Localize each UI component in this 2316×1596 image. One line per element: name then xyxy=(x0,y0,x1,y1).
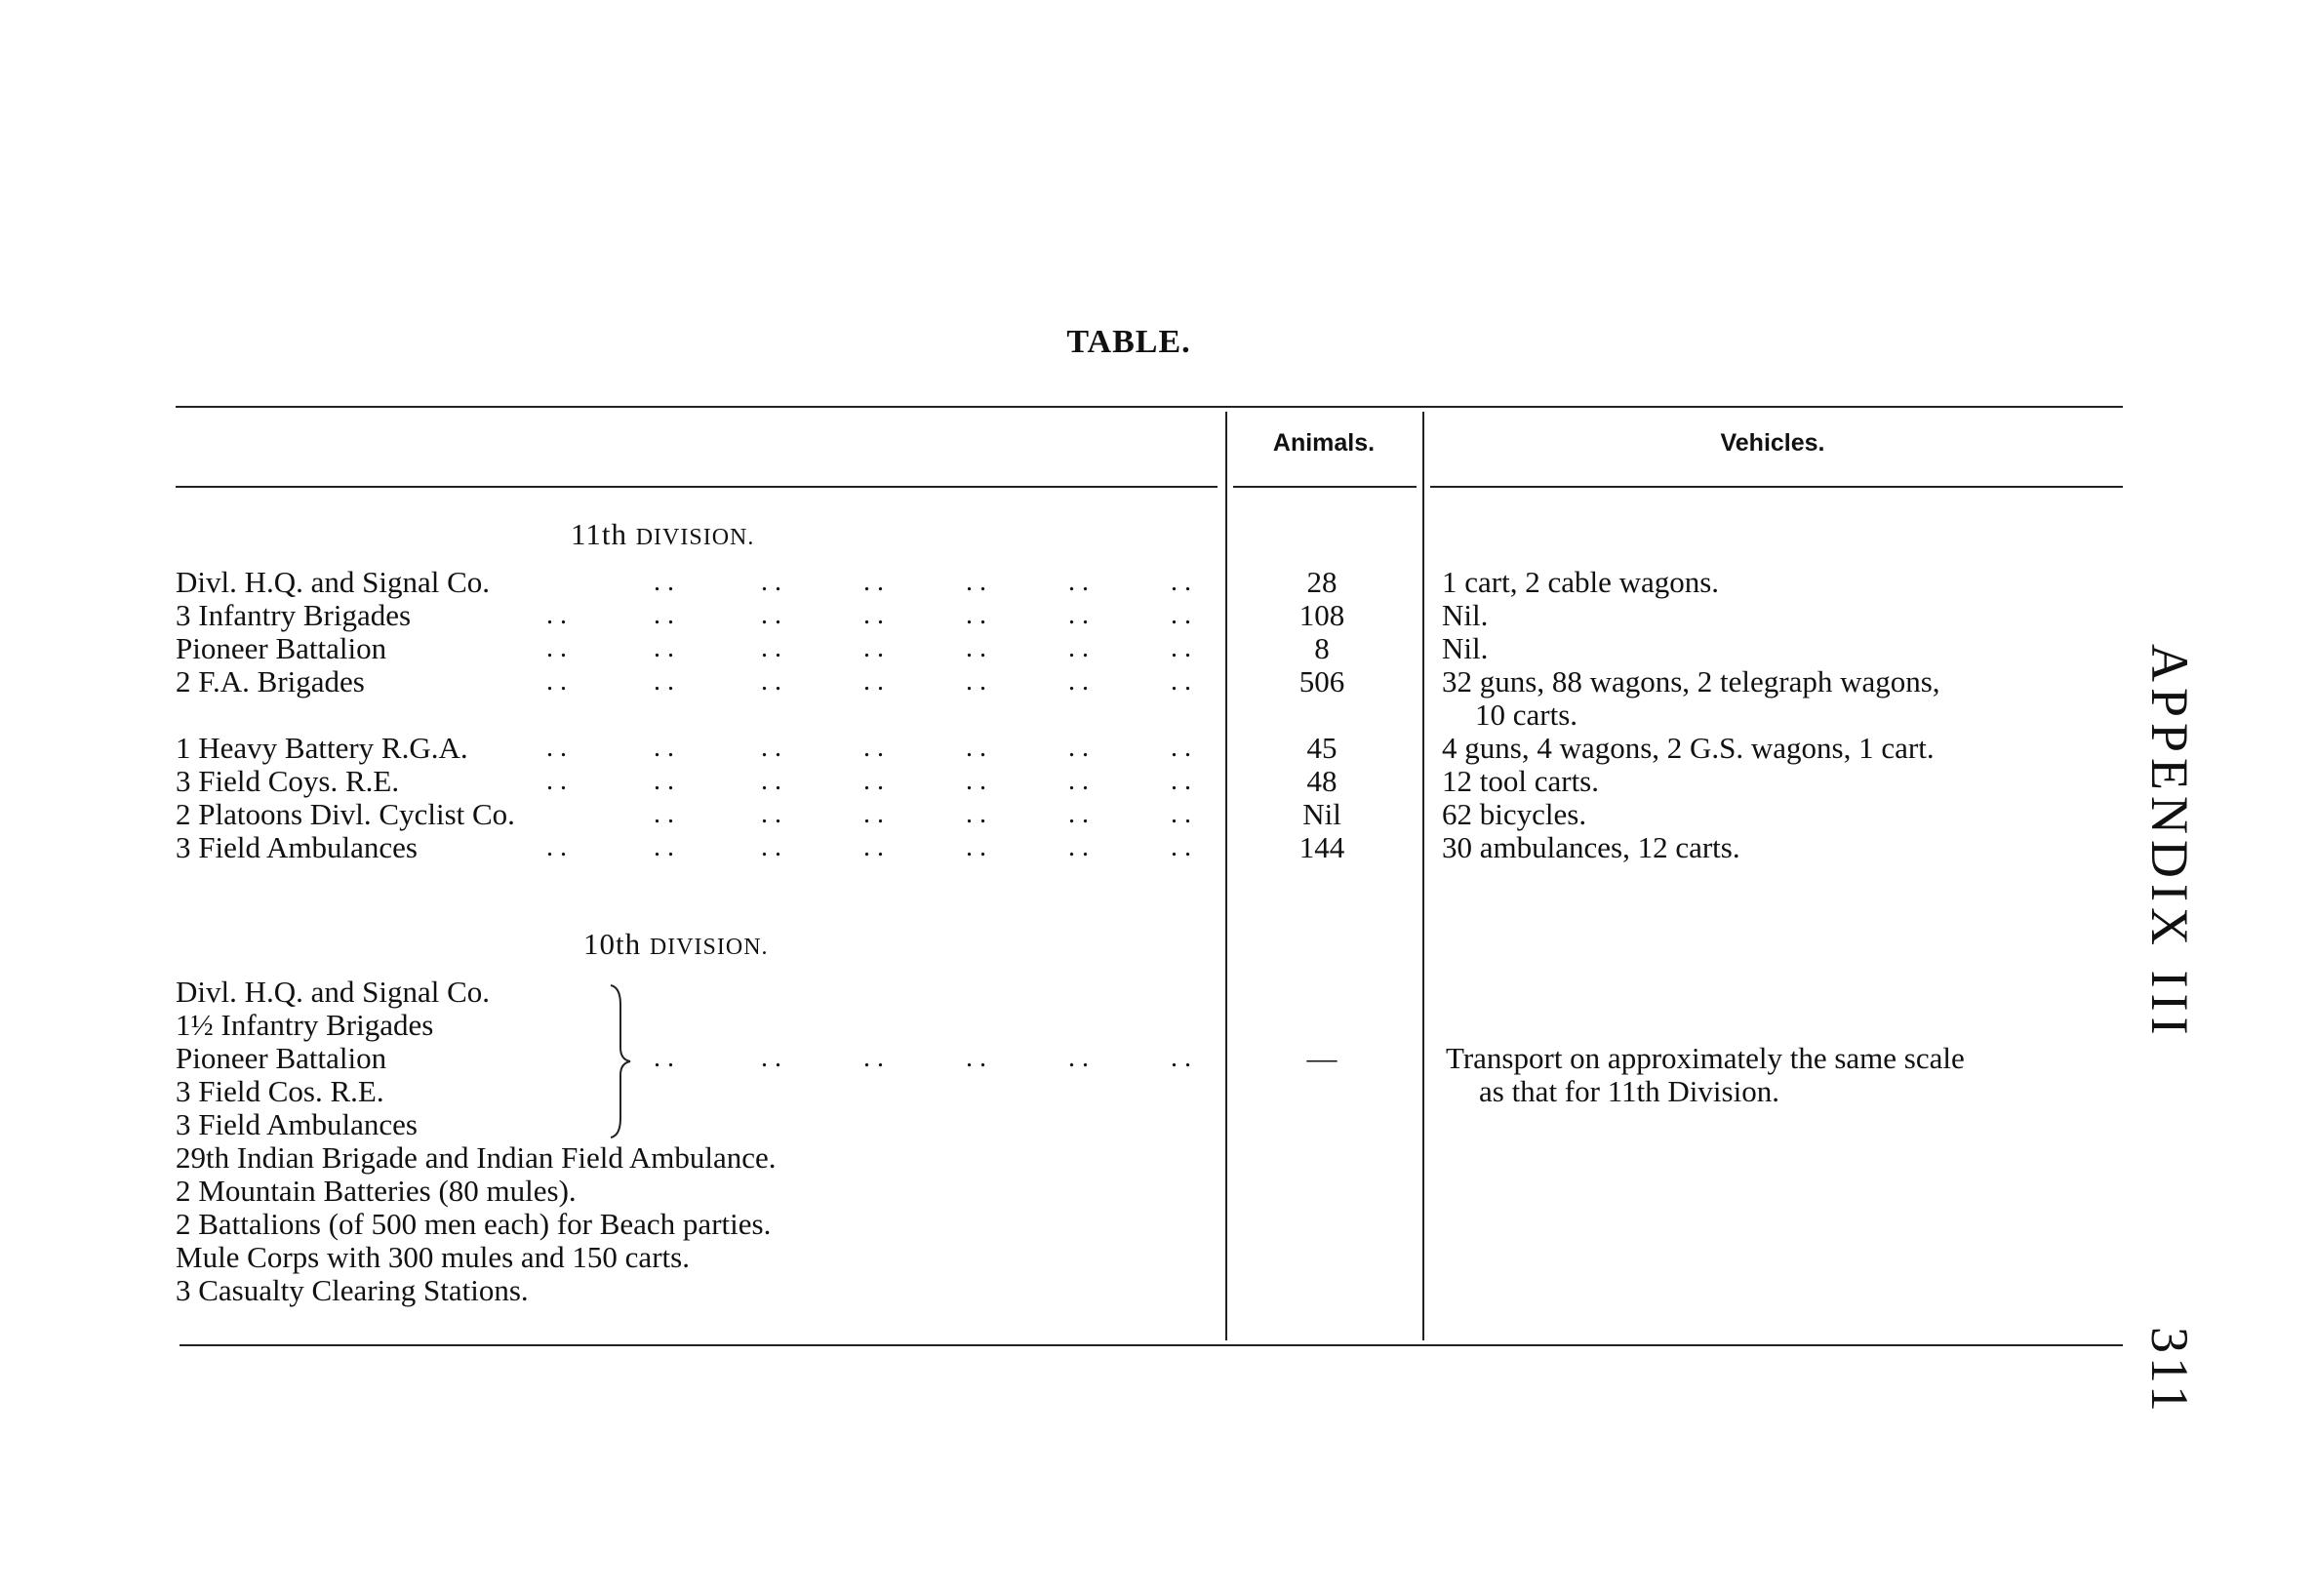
vehicles-value: 4 guns, 4 wagons, 2 G.S. wagons, 1 cart. xyxy=(1442,731,1935,765)
heading-word: DIVISION. xyxy=(649,935,769,960)
animals-value: — xyxy=(1306,1041,1338,1075)
page-number xyxy=(2141,1327,2200,1424)
grouped-summary-row: . . . . . . . . . . . . — Transport on approximately the same scale as that for 11th Division. xyxy=(654,1041,1965,1108)
grouped-row xyxy=(0,976,683,1009)
row-label: Divl. H.Q. and Signal Co. xyxy=(176,565,491,599)
table-row: 1 Heavy Battery R.G.A. . . . . . . . . . . . . . . 45 4 guns, 4 wagons, 2 G.S. wagons, 1 cart. xyxy=(176,731,1935,765)
list-item xyxy=(0,1175,1073,1208)
row-label: 29th Indian Brigade and Indian Field Ambulance. xyxy=(176,1140,777,1175)
bottom-rule xyxy=(180,1344,2123,1346)
table-row: 3 Infantry Brigades . . . . . . . . . . . . . . 108 Nil. xyxy=(176,598,1489,632)
grouped-row xyxy=(0,1009,683,1042)
list-item xyxy=(0,1274,1073,1307)
vehicles-value: Nil. xyxy=(1442,598,1489,632)
row-label: 2 Platoons Divl. Cyclist Co. xyxy=(176,797,515,831)
header-rule-left xyxy=(176,486,1218,488)
vehicles-value-continued: as that for 11th Division. xyxy=(1479,1074,1779,1108)
list-item xyxy=(0,1208,1073,1241)
list-item xyxy=(0,1241,1073,1274)
table-row: 3 Field Coys. R.E. . . . . . . . . . . . . . . 48 12 tool carts. xyxy=(176,764,1599,798)
table-row: 3 Field Ambulances . . . . . . . . . . . . . . 144 30 ambulances, 12 carts. xyxy=(176,830,1740,864)
side-running-title xyxy=(2141,644,2200,1054)
vehicles-value: 30 ambulances, 12 carts. xyxy=(1442,830,1740,864)
vehicles-value: Transport on approximately the same scale xyxy=(1446,1041,1965,1075)
animals-value: 48 xyxy=(1306,764,1338,798)
top-rule xyxy=(176,406,2123,408)
appendix-title: APPENDIX III xyxy=(2140,644,2199,1041)
table-title: TABLE. xyxy=(1066,324,1191,360)
table-row: 2 Platoons Divl. Cyclist Co. . . . . . . . . . . . . Nil 62 bicycles. xyxy=(176,797,1587,831)
row-label: 1½ Infantry Brigades xyxy=(176,1008,434,1042)
column-header-animals: Animals. xyxy=(1272,429,1376,457)
vehicles-value: 32 guns, 88 wagons, 2 telegraph wagons, xyxy=(1442,664,1940,698)
row-label: 3 Field Ambulances xyxy=(176,1107,418,1141)
row-label: 2 F.A. Brigades xyxy=(176,664,365,698)
row-label: 3 Field Coys. R.E. xyxy=(176,764,400,798)
grouped-row xyxy=(0,1075,683,1108)
row-label: 3 Field Ambulances xyxy=(176,830,418,864)
row-label: 3 Casualty Clearing Stations. xyxy=(176,1273,529,1307)
grouped-row xyxy=(0,1108,683,1141)
animals-value: 8 xyxy=(1314,631,1330,665)
animals-value: 108 xyxy=(1298,598,1345,632)
animals-value: 506 xyxy=(1298,664,1345,698)
page-number-text: 311 xyxy=(2140,1327,2199,1416)
row-label: 3 Field Cos. R.E. xyxy=(176,1074,384,1108)
vehicles-value-continued: 10 carts. xyxy=(1475,698,1578,732)
row-label: Pioneer Battalion xyxy=(176,631,387,665)
row-label: 2 Mountain Batteries (80 mules). xyxy=(176,1174,577,1208)
table-row: Pioneer Battalion . . . . . . . . . . . . . . 8 Nil. xyxy=(176,631,1489,665)
animals-value: Nil xyxy=(1302,797,1341,831)
row-label: 3 Infantry Brigades xyxy=(176,598,412,632)
row-label: Mule Corps with 300 mules and 150 carts. xyxy=(176,1240,690,1274)
header-rule-mid xyxy=(1233,486,1417,488)
animals-value: 28 xyxy=(1306,565,1338,599)
column-divider-2 xyxy=(1422,412,1424,1340)
grouping-brace xyxy=(607,983,636,1139)
heading-number: 10th xyxy=(583,927,642,961)
column-header-vehicles: Vehicles. xyxy=(1720,429,1825,457)
row-label: Pioneer Battalion xyxy=(176,1041,387,1075)
column-divider-1 xyxy=(1225,412,1227,1340)
animals-value: 144 xyxy=(1298,830,1345,864)
animals-value: 45 xyxy=(1306,731,1338,765)
row-label: Divl. H.Q. and Signal Co. xyxy=(176,975,491,1009)
table-row: 2 F.A. Brigades . . . . . . . . . . . . . . 506 32 guns, 88 wagons, 2 telegraph wagons, 10 carts. xyxy=(176,664,1940,732)
row-label: 2 Battalions (of 500 men each) for Beach parties. xyxy=(176,1207,772,1241)
header-rule-right xyxy=(1430,486,2123,488)
section-heading-11th-division xyxy=(571,517,754,552)
row-label: 1 Heavy Battery R.G.A. xyxy=(176,731,468,765)
vehicles-value: 1 cart, 2 cable wagons. xyxy=(1442,565,1720,599)
vehicles-value: Nil. xyxy=(1442,631,1489,665)
section-heading-10th-division xyxy=(583,927,769,962)
list-item xyxy=(0,1141,1073,1175)
table-row: Divl. H.Q. and Signal Co. . . . . . . . . . . . . 28 1 cart, 2 cable wagons. xyxy=(176,565,1720,599)
heading-word: DIVISION. xyxy=(635,525,755,550)
vehicles-value: 12 tool carts. xyxy=(1442,764,1599,798)
heading-number: 11th xyxy=(571,517,627,551)
vehicles-value: 62 bicycles. xyxy=(1442,797,1587,831)
